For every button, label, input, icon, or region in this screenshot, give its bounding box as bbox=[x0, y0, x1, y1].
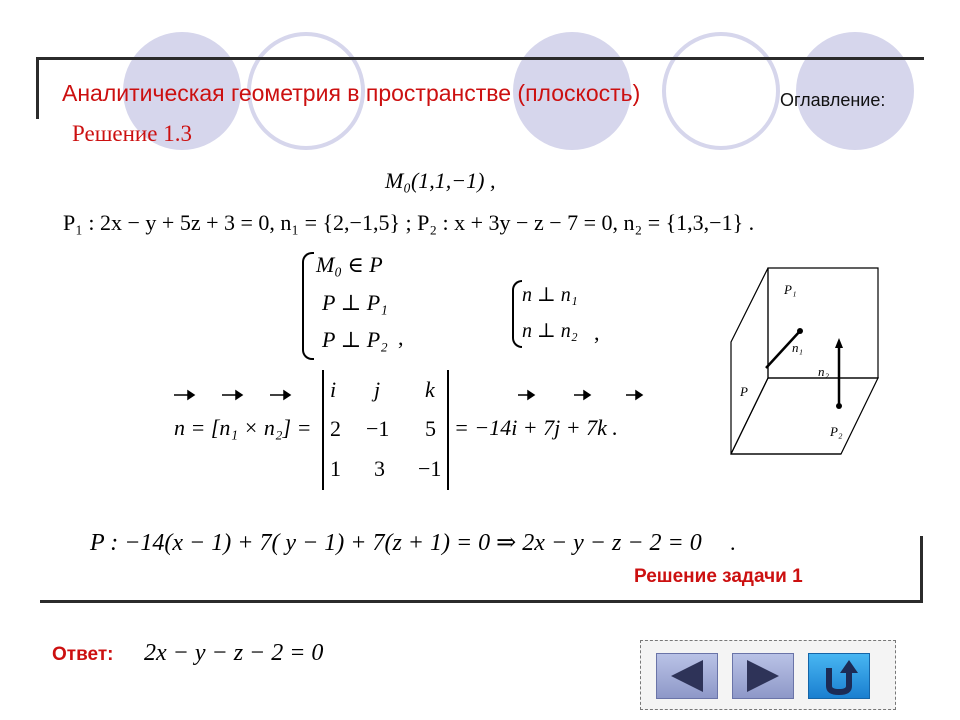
det-cell: 2 bbox=[330, 416, 341, 441]
left-triangle-icon bbox=[657, 654, 717, 698]
system1-line: M₀ ∈ P bbox=[316, 252, 383, 277]
prev-slide-button[interactable] bbox=[656, 653, 718, 699]
toc-link[interactable]: Оглавление: bbox=[780, 90, 886, 110]
plane-side-outline bbox=[731, 268, 768, 454]
system2-line: n ⊥ n₁ bbox=[522, 284, 578, 306]
frame-bottom-line bbox=[40, 600, 923, 603]
navigation-panel bbox=[640, 640, 896, 710]
vector-arrows bbox=[160, 385, 660, 405]
return-arrow-icon bbox=[809, 654, 869, 698]
plane-equation: P : −14(x − 1) + 7( y − 1) + 7(z + 1) = 0 ⇒ 2x − y − z − 2 = 0 bbox=[90, 530, 702, 556]
system1-tail: , bbox=[398, 325, 404, 350]
frame-right-line bbox=[920, 536, 923, 602]
frame-top-line bbox=[36, 57, 924, 60]
plane-equation-tail: . bbox=[730, 530, 736, 555]
system2-tail: , bbox=[594, 320, 600, 345]
system2-line: n ⊥ n₂ bbox=[522, 320, 578, 342]
answer-equation: 2x − y − z − 2 = 0 bbox=[144, 640, 324, 666]
det-cell: j bbox=[374, 377, 381, 402]
right-triangle-icon bbox=[733, 654, 793, 698]
diagram-label-p2: P₂ bbox=[830, 424, 843, 439]
solution-subtitle: Решение 1.3 bbox=[72, 121, 192, 146]
det-cell: 5 bbox=[425, 416, 436, 441]
det-cell: −1 bbox=[366, 416, 390, 441]
system1-line: P ⊥ P₁ bbox=[322, 290, 388, 315]
det-cell: 3 bbox=[374, 456, 385, 481]
plane-p2-outline bbox=[731, 378, 878, 454]
system1-brace bbox=[302, 252, 314, 360]
system2-brace bbox=[512, 280, 522, 348]
decorative-circle bbox=[662, 32, 780, 150]
return-button[interactable] bbox=[808, 653, 870, 699]
answer-label: Ответ: bbox=[52, 644, 114, 665]
cross-product-rhs: = −14i + 7j + 7k . bbox=[454, 415, 618, 440]
det-cell: k bbox=[425, 377, 435, 402]
diagram-label-n2: n₂ bbox=[818, 364, 830, 379]
diagram-label-p1: P₁ bbox=[784, 282, 797, 297]
diagram-label-p: P bbox=[740, 384, 748, 399]
det-cell: −1 bbox=[418, 456, 442, 481]
system1-line: P ⊥ P₂ bbox=[322, 327, 388, 352]
det-cell: i bbox=[330, 377, 337, 402]
point-m0: M₀(1,1,−1) , bbox=[385, 168, 496, 193]
cross-product-lhs: n = [n₁ × n₂] = bbox=[174, 415, 312, 440]
diagram-label-n1: n₁ bbox=[792, 340, 804, 355]
solution-task-link[interactable]: Решение задачи 1 bbox=[634, 566, 803, 587]
next-slide-button[interactable] bbox=[732, 653, 794, 699]
frame-left-line bbox=[36, 57, 39, 119]
page-title: Аналитическая геометрия в пространстве (плоскость) bbox=[62, 80, 641, 106]
planes-equations: P₁ : 2x − y + 5z + 3 = 0, n₁ = {2,−1,5} ; P₂ : x + 3y − z − 7 = 0, n₂ = {1,3,−1} . bbox=[63, 210, 755, 235]
planes-diagram bbox=[726, 260, 886, 460]
det-cell: 1 bbox=[330, 456, 341, 481]
